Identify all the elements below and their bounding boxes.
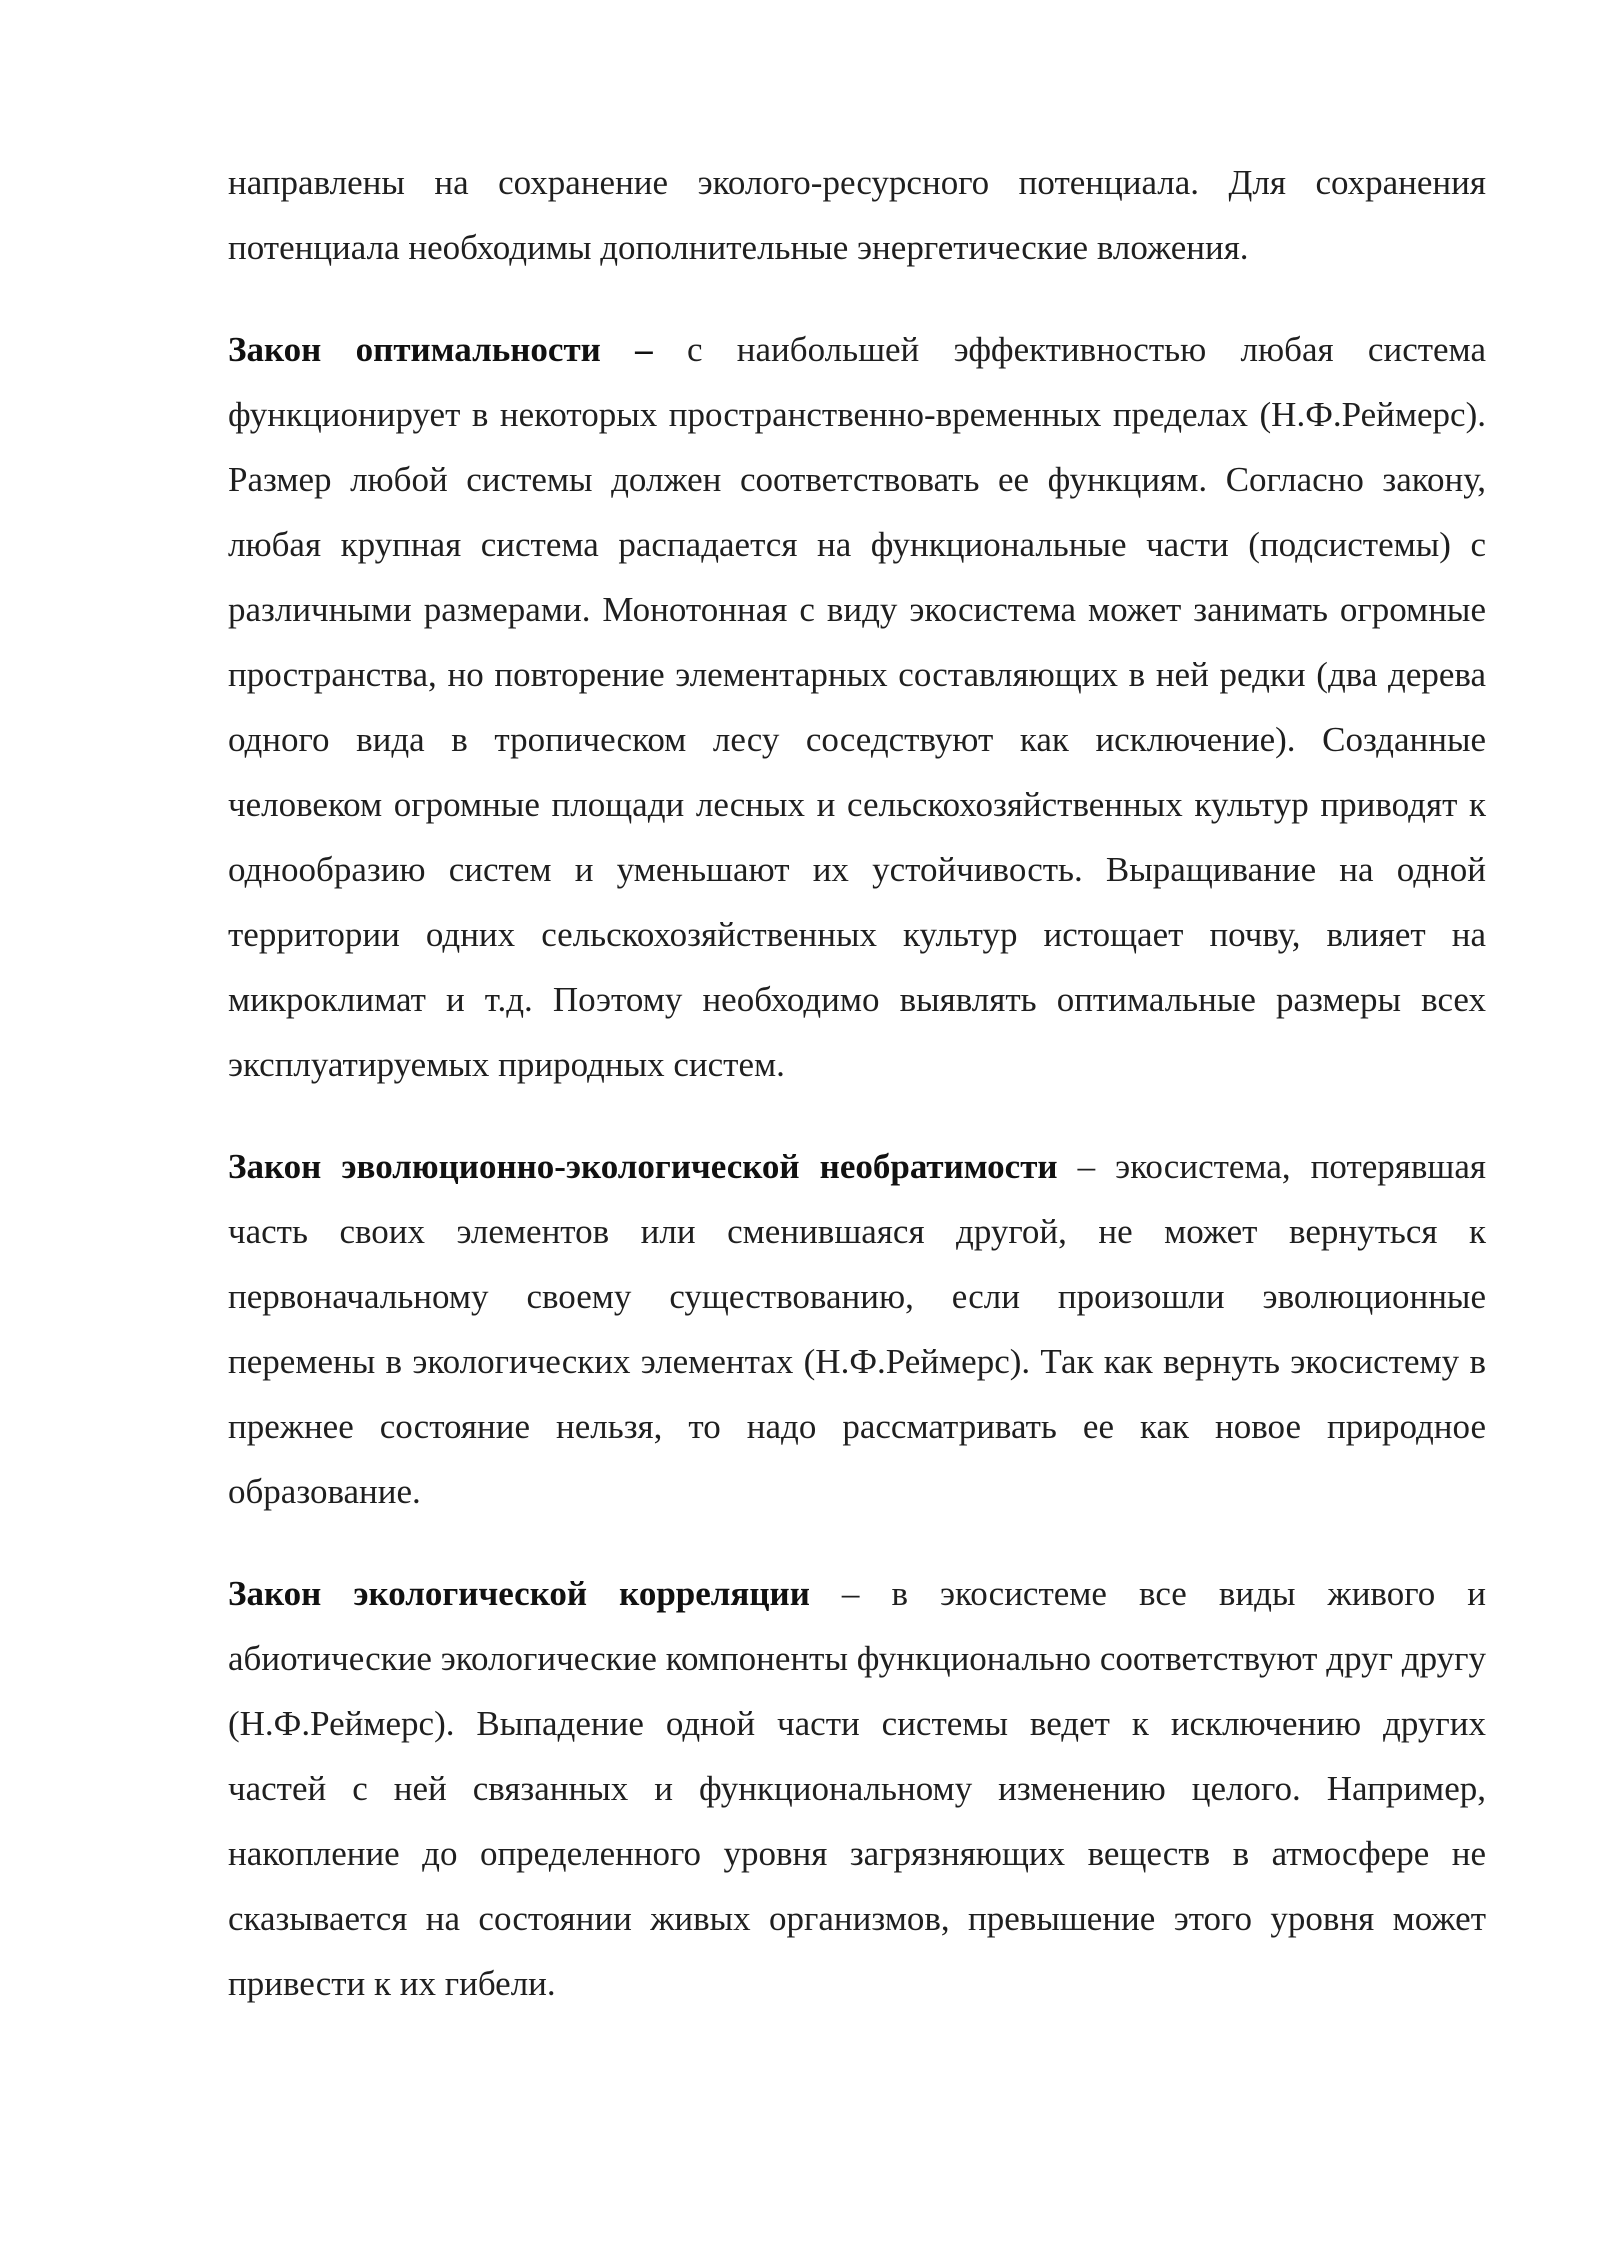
paragraph-text: с наибольшей эффективностью любая система функционирует в некоторых пространственно-временных пределах (Н.Ф.Реймерс). Размер любой системы должен соответствовать ее функциям. Согласно закону, любая крупная система распадается на функциональные части (подсистемы) с различными размерами. Монотонная с виду экосистема может занимать огромные пространства, но повторение элементарных составляющих в ней редки (два дерева одного вида в тропическом лесу соседствуют как исключение). Созданные человеком огромные площади лесных и сельскохозяйственных культур приводят к однообразию систем и уменьшают их устойчивость. Выращивание на одной территории одних сельскохозяйственных культур истощает почву, влияет на микроклимат и т.д. Поэтому необходимо выявлять оптимальные размеры всех эксплуатируемых природных систем. [228, 330, 1486, 1084]
paragraph-law-optimality [228, 317, 1486, 1097]
law-term: Закон оптимальности – [228, 330, 653, 369]
paragraph-law-irreversibility [228, 1134, 1486, 1524]
law-term: Закон экологической корреляции [228, 1574, 810, 1613]
law-term: Закон эволюционно-экологической необратимости [228, 1147, 1058, 1186]
paragraph-continuation [228, 150, 1486, 280]
paragraph-text: – в экосистеме все виды живого и абиотические экологические компоненты функционально соответствуют друг другу (Н.Ф.Реймерс). Выпадение одной части системы ведет к исключению других частей с ней связанных и функциональному изменению целого. Например, накопление до определенного уровня загрязняющих веществ в атмосфере не сказывается на состоянии живых организмов, превышение этого уровня может привести к их гибели. [228, 1574, 1486, 2003]
paragraph-law-correlation [228, 1561, 1486, 2016]
paragraph-text: – экосистема, потерявшая часть своих элементов или сменившаяся другой, не может вернуться к первоначальному своему существованию, если произошли эволюционные перемены в экологических элементах (Н.Ф.Реймерс). Так как вернуть экосистему в прежнее состояние нельзя, то надо рассматривать ее как новое природное образование. [228, 1147, 1486, 1511]
paragraph-text: направлены на сохранение эколого-ресурсного потенциала. Для сохранения потенциала необходимы дополнительные энергетические вложения. [228, 163, 1486, 267]
document-page [228, 150, 1486, 2053]
